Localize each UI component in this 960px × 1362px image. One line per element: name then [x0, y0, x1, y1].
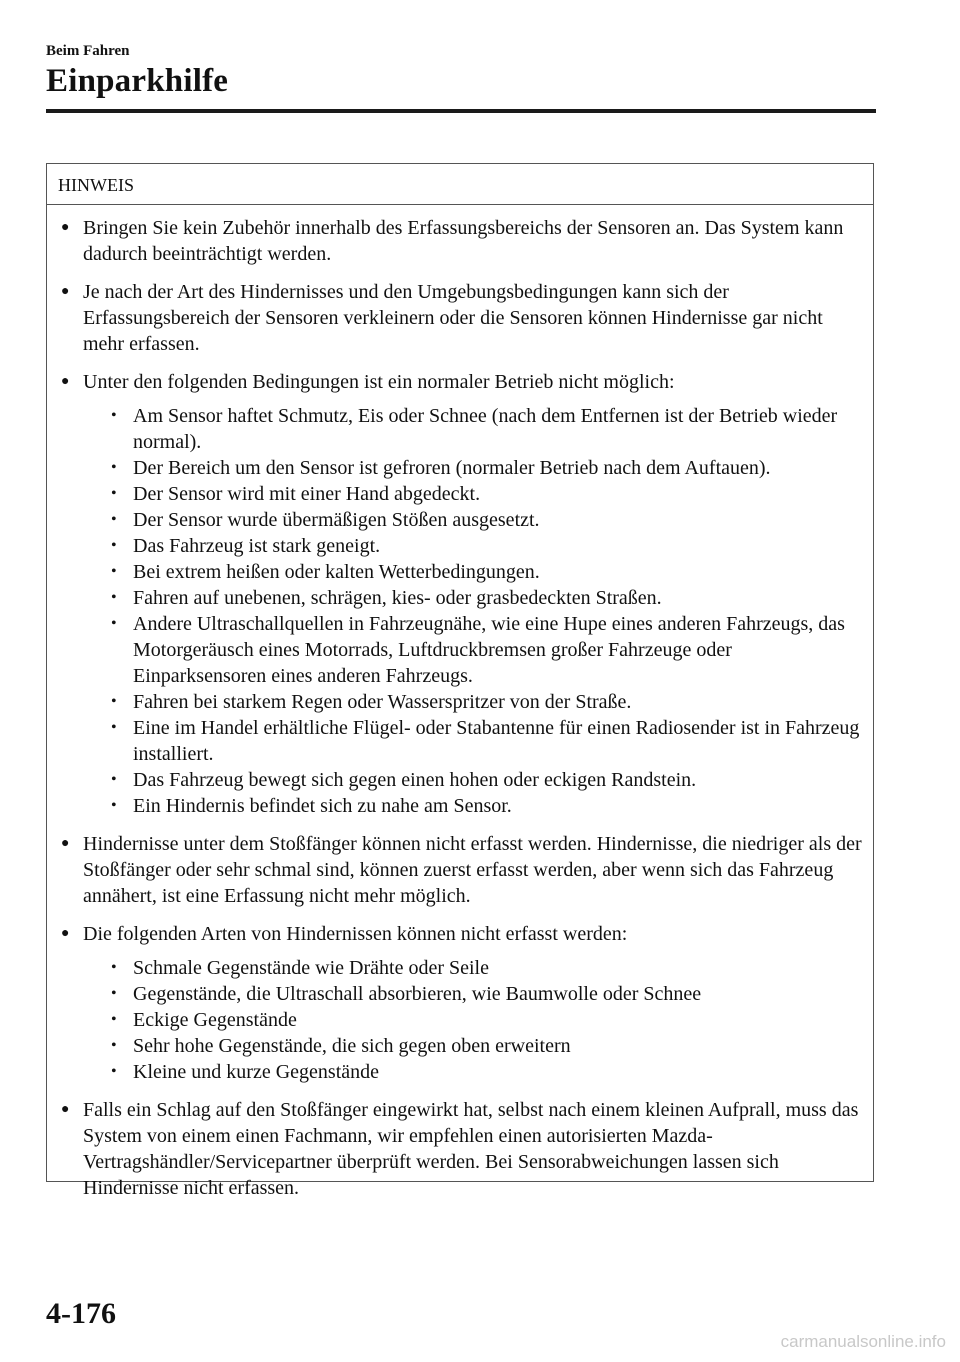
note-item	[59, 369, 863, 819]
note-item-text: Unter den folgenden Bedingungen ist ein normaler Betrieb nicht möglich:	[83, 371, 675, 393]
sub-bullet-icon: •	[111, 985, 117, 1002]
sublist-item-text: Fahren auf unebenen, schrägen, kies- oder grasbedeckten Straßen.	[133, 587, 662, 609]
sub-bullet-icon: •	[111, 959, 117, 976]
sublist-item-text: Der Sensor wurde übermäßigen Stößen ausgesetzt.	[133, 509, 540, 531]
sublist-item-text: Eine im Handel erhältliche Flügel- oder Stabantenne für einen Radiosender ist in Fahrzeug installiert.	[133, 717, 860, 765]
sublist-item	[83, 715, 863, 767]
sublist-item	[83, 455, 863, 481]
section-label: Beim Fahren	[46, 43, 130, 59]
note-heading: HINWEIS	[47, 164, 873, 205]
sublist-item-text: Das Fahrzeug ist stark geneigt.	[133, 535, 381, 557]
sublist-item-text: Kleine und kurze Gegenstände	[133, 1061, 380, 1083]
sublist-item-text: Gegenstände, die Ultraschall absorbieren, wie Baumwolle oder Schnee	[133, 983, 702, 1005]
note-item-text: Bringen Sie kein Zubehör innerhalb des Erfassungsbereichs der Sensoren an. Das System kann dadurch beeinträchtigt werden.	[83, 217, 844, 265]
bullet-dot-icon: ●	[61, 220, 70, 235]
sublist-item-text: Ein Hindernis befindet sich zu nahe am Sensor.	[133, 795, 512, 817]
bullet-dot-icon: ●	[61, 926, 70, 941]
sublist-item-text: Der Sensor wird mit einer Hand abgedeckt.	[133, 483, 481, 505]
sub-bullet-icon: •	[111, 719, 117, 736]
sublist-item	[83, 611, 863, 689]
sublist-item-text: Bei extrem heißen oder kalten Wetterbedingungen.	[133, 561, 540, 583]
note-body	[47, 205, 873, 1201]
sub-bullet-icon: •	[111, 1011, 117, 1028]
note-item-text: Hindernisse unter dem Stoßfänger können nicht erfasst werden. Hindernisse, die niedriger als der Stoßfänger oder sehr schmal sind, können zuerst erfasst werden, aber wenn sich das Fahrzeug annähert, ist eine Erfassung nicht mehr möglich.	[83, 833, 862, 907]
sublist-item	[83, 955, 863, 981]
note-item	[59, 215, 863, 267]
sublist-item-text: Schmale Gegenstände wie Drähte oder Seile	[133, 957, 489, 979]
sublist-item-text: Andere Ultraschallquellen in Fahrzeugnähe, wie eine Hupe eines anderen Fahrzeugs, das Motorgeräusch eines Motorrads, Luftdruckbremsen großer Fahrzeuge oder Einparksensoren eines anderen Fahrzeugs.	[133, 613, 845, 687]
sublist-item-text: Sehr hohe Gegenstände, die sich gegen oben erweitern	[133, 1035, 571, 1057]
note-box	[46, 163, 874, 1199]
bullet-dot-icon: ●	[61, 1102, 70, 1117]
sublist-item	[83, 533, 863, 559]
sublist-item	[83, 689, 863, 715]
sublist-item	[83, 767, 863, 793]
sublist-item	[83, 559, 863, 585]
watermark[interactable]: carmanualsonline.info	[780, 1332, 946, 1351]
sublist-item-text: Fahren bei starkem Regen oder Wasserspritzer von der Straße.	[133, 691, 632, 713]
sublist-item	[83, 1059, 863, 1085]
sub-bullet-icon: •	[111, 511, 117, 528]
sublist-item	[83, 793, 863, 819]
sublist-item	[83, 507, 863, 533]
obstacle-sublist	[83, 955, 863, 1085]
note-item-text: Je nach der Art des Hindernisses und den Umgebungsbedingungen kann sich der Erfassungsbereich der Sensoren verkleinern oder die Sensoren können Hindernisse gar nicht mehr erfassen.	[83, 281, 823, 355]
note-item	[59, 831, 863, 909]
bullet-dot-icon: ●	[61, 836, 70, 851]
sublist-item-text: Eckige Gegenstände	[133, 1009, 297, 1031]
sublist-item	[83, 403, 863, 455]
sublist-item-text: Das Fahrzeug bewegt sich gegen einen hohen oder eckigen Randstein.	[133, 769, 697, 791]
sub-bullet-icon: •	[111, 485, 117, 502]
note-item-text: Falls ein Schlag auf den Stoßfänger eingewirkt hat, selbst nach einem kleinen Aufprall, muss das System von einem einen Fachmann, wir empfehlen einen autorisierten Mazda-Vertragshändler/Servicepartner überprüft werden. Bei Sensorabweichungen lassen sich Hindernisse nicht erfassen.	[83, 1099, 859, 1199]
page-number: 4-176	[46, 1297, 116, 1330]
sub-bullet-icon: •	[111, 797, 117, 814]
sublist-item	[83, 1007, 863, 1033]
note-item	[59, 279, 863, 357]
page-title: Einparkhilfe	[46, 63, 229, 99]
title-rule	[46, 109, 876, 113]
sub-bullet-icon: •	[111, 563, 117, 580]
sublist-item	[83, 585, 863, 611]
sub-bullet-icon: •	[111, 615, 117, 632]
sub-bullet-icon: •	[111, 589, 117, 606]
sublist-item-text: Der Bereich um den Sensor ist gefroren (normaler Betrieb nach dem Auftauen).	[133, 457, 771, 479]
sub-bullet-icon: •	[111, 459, 117, 476]
sub-bullet-icon: •	[111, 537, 117, 554]
sublist-item	[83, 481, 863, 507]
sublist-item-text: Am Sensor haftet Schmutz, Eis oder Schnee (nach dem Entfernen ist der Betrieb wieder normal).	[133, 405, 838, 453]
bullet-dot-icon: ●	[61, 284, 70, 299]
sub-bullet-icon: •	[111, 407, 117, 424]
condition-sublist	[83, 403, 863, 819]
note-item	[59, 1097, 863, 1201]
sublist-item	[83, 1033, 863, 1059]
note-item-text: Die folgenden Arten von Hindernissen können nicht erfasst werden:	[83, 923, 628, 945]
sub-bullet-icon: •	[111, 1037, 117, 1054]
note-item	[59, 921, 863, 1085]
sub-bullet-icon: •	[111, 693, 117, 710]
sublist-item	[83, 981, 863, 1007]
sub-bullet-icon: •	[111, 771, 117, 788]
bullet-dot-icon: ●	[61, 374, 70, 389]
sub-bullet-icon: •	[111, 1063, 117, 1080]
